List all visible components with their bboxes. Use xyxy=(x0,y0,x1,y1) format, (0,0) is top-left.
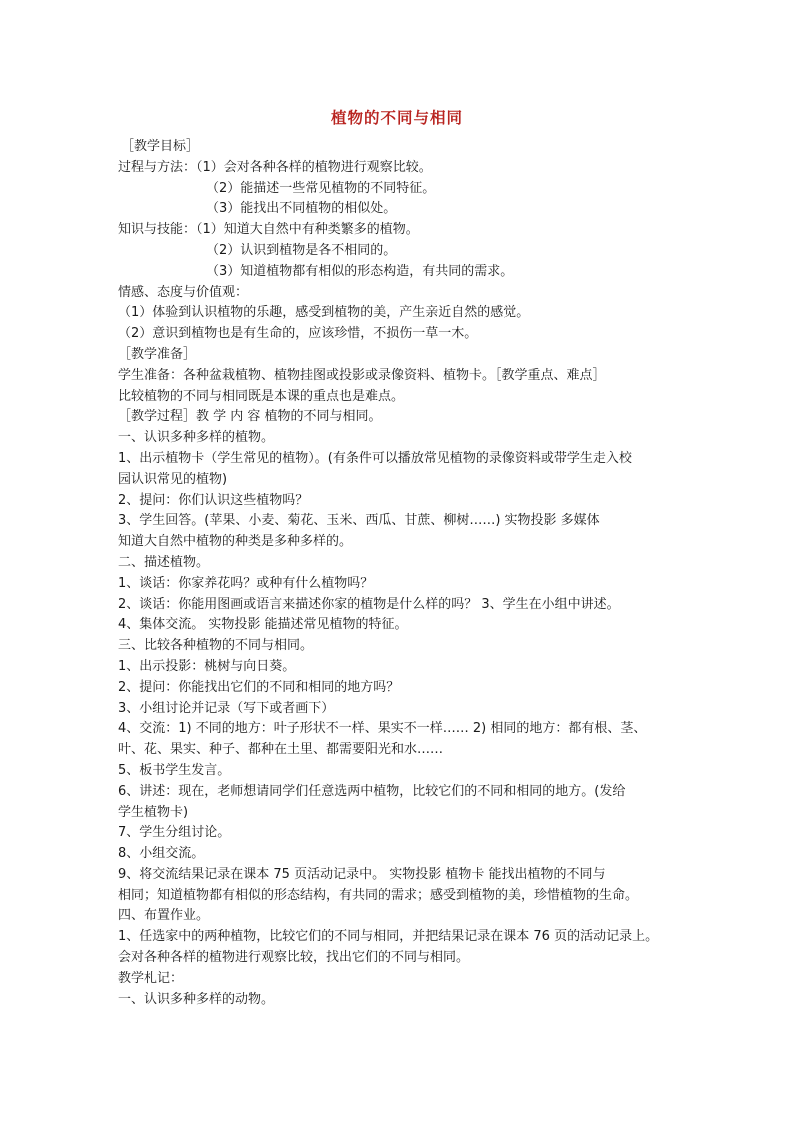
text-line: 叶、花、果实、种子、都种在土里、都需要阳光和水…… xyxy=(118,742,444,758)
text-line: 6、讲述：现在，老师想请同学们任意选两中植物，比较它们的不同和相同的地方。(发给 xyxy=(118,783,626,799)
text-line: 知道大自然中植物的种类是多种多样的。 xyxy=(118,534,353,550)
text-line: 2、提问：你能找出它们的不同和相同的地方吗？ xyxy=(118,679,400,695)
text-line: （2）认识到植物是各不相同的。 xyxy=(206,242,397,258)
text-line: 3、小组讨论并记录（写下或者画下） xyxy=(118,700,335,716)
text-line: 过程与方法：（1）会对各种各样的植物进行观察比较。 xyxy=(118,159,432,175)
text-line: 1、谈话：你家养花吗？或种有什么植物吗？ xyxy=(118,575,374,591)
page-title: 植物的不同与相同 xyxy=(330,109,463,127)
section-heading: ［教学过程］教 学 内 容 植物的不同与相同。 xyxy=(118,409,382,425)
text-line: 4、交流：1) 不同的地方：叶子形状不一样、果实不一样…… 2) 相同的地方：都有根、茎、 xyxy=(118,721,647,737)
text-line: 知识与技能：（1）知道大自然中有种类繁多的植物。 xyxy=(118,222,419,238)
text-line: （1）体验到认识植物的乐趣，感受到植物的美，产生亲近自然的感觉。 xyxy=(118,305,530,321)
text-line: 三、比较各种植物的不同与相同。 xyxy=(118,638,314,654)
text-line: 9、将交流结果记录在课本 75 页活动记录中。 实物投影 植物卡 能找出植物的不同与 xyxy=(118,866,606,882)
section-heading: ［教学目标］ xyxy=(121,139,200,154)
text-line: 一、认识多种多样的动物。 xyxy=(118,991,275,1007)
text-line: 二、描述植物。 xyxy=(118,554,210,570)
text-line: 7、学生分组讨论。 xyxy=(118,825,231,841)
text-line: 比较植物的不同与相同既是本课的重点也是难点。 xyxy=(118,388,405,404)
document-body xyxy=(118,137,680,1010)
section-heading: ［教学准备］ xyxy=(118,346,197,362)
text-line: 8、小组交流。 xyxy=(118,846,205,862)
text-line: 1、出示植物卡（学生常见的植物）。(有条件可以播放常见植物的录像资料或带学生走入校 xyxy=(118,450,632,466)
text-line: （3）知道植物都有相似的形态构造，有共同的需求。 xyxy=(206,263,514,279)
text-line: （2）能描述一些常见植物的不同特征。 xyxy=(206,180,436,196)
text-line: 相同；知道植物都有相似的形态结构，有共同的需求；感受到植物的美，珍惜植物的生命。 xyxy=(118,887,639,903)
text-line: 4、集体交流。 实物投影 能描述常见植物的特征。 xyxy=(118,617,408,633)
text-line: （3）能找出不同植物的相似处。 xyxy=(206,201,397,217)
text-line: 学生植物卡) xyxy=(118,804,189,820)
text-line: 1、任选家中的两种植物，比较它们的不同与相同，并把结果记录在课本 76 页的活动记录上。 xyxy=(118,929,659,945)
text-line: 2、提问：你们认识这些植物吗？ xyxy=(118,492,309,508)
text-line: 园认识常见的植物) xyxy=(118,471,228,487)
text-line: （2）意识到植物也是有生命的，应该珍惜，不损伤一草一木。 xyxy=(118,326,478,342)
text-line: 2、谈话：你能用图画或语言来描述你家的植物是什么样的吗？ 3、学生在小组中讲述。 xyxy=(118,596,620,612)
text-line: 学生准备：各种盆栽植物、植物挂图或投影或录像资料、植物卡。［教学重点、难点］ xyxy=(118,367,606,383)
text-line: 教学札记： xyxy=(118,970,184,986)
text-line: 情感、态度与价值观： xyxy=(118,284,249,300)
text-line: 一、认识多种多样的植物。 xyxy=(118,430,275,446)
text-line: 1、出示投影：桃树与向日葵。 xyxy=(118,658,296,674)
text-line: 3、学生回答。(苹果、小麦、菊花、玉米、西瓜、甘蔗、柳树……) 实物投影 多媒体 xyxy=(118,513,600,529)
text-line: 会对各种各样的植物进行观察比较，找出它们的不同与相同。 xyxy=(118,950,470,966)
text-line: 5、板书学生发言。 xyxy=(118,762,231,778)
text-line: 四、布置作业。 xyxy=(118,908,210,924)
